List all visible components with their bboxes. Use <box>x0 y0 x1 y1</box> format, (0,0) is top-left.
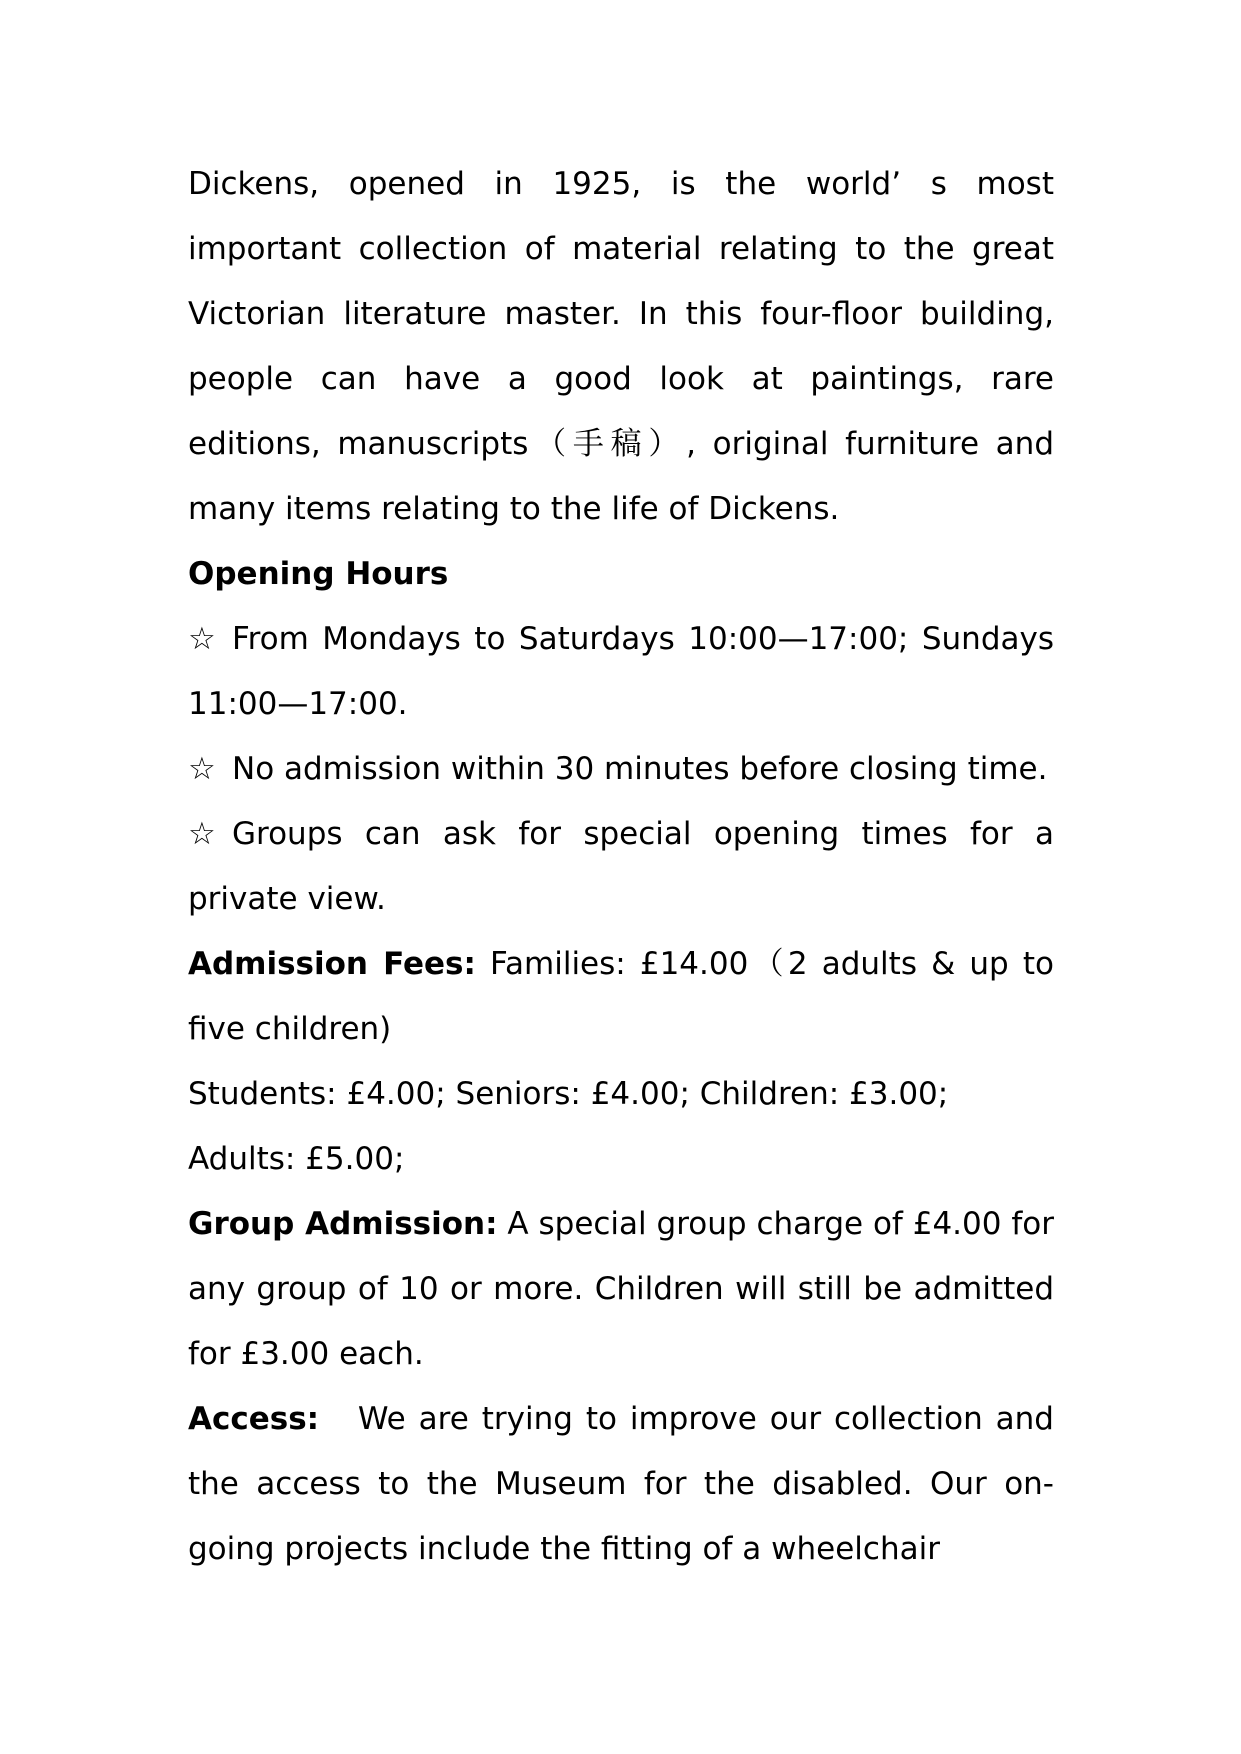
intro-paragraph: Dickens, opened in 1925, is the world’ s most important collection of material relating to the great Victorian literature master. In this four-floor building, people can have a good look at paintings, rare editions, manuscripts（手稿）, original furniture and many items relating to the life of Dickens. <box>188 166 1054 527</box>
opening-hours-item-text: From Mondays to Saturdays 10:00—17:00; Sundays 11:00—17:00. <box>188 621 1054 722</box>
star-outline-icon: ☆ <box>188 621 216 657</box>
opening-hours-item-text: No admission within 30 minutes before closing time. <box>232 751 1048 787</box>
admission-fees-paragraph <box>188 932 1054 1062</box>
group-admission-paragraph <box>188 1192 1054 1387</box>
group-admission-label: Group Admission: <box>188 1206 498 1242</box>
admission-prices-paragraph: Students: £4.00; Seniors: £4.00; Children: £3.00; Adults: £5.00; <box>188 1076 949 1177</box>
opening-hours-item-text: Groups can ask for special opening times for a private view. <box>188 816 1054 917</box>
document-page <box>188 152 1064 1582</box>
access-paragraph <box>188 1387 1064 1582</box>
opening-hours-item-1 <box>188 607 1054 737</box>
star-outline-icon: ☆ <box>188 816 216 852</box>
group-admission-text: A special group charge of £4.00 for any group of 10 or more. Children will still be admitted for £3.00 each. <box>188 1206 1054 1372</box>
star-outline-icon: ☆ <box>188 751 216 787</box>
opening-hours-heading: Opening Hours <box>188 556 449 592</box>
opening-hours-item-2 <box>188 737 1054 802</box>
admission-fees-text: Families: £14.00（2 adults & up to five children) <box>188 946 1054 1047</box>
access-text: We are trying to improve our collection and the access to the Museum for the disabled. Our on-going projects include the fitting of a wheelchair <box>188 1401 1064 1567</box>
opening-hours-item-3 <box>188 802 1054 932</box>
access-label: Access: <box>188 1401 320 1437</box>
admission-fees-label: Admission Fees: <box>188 946 476 982</box>
